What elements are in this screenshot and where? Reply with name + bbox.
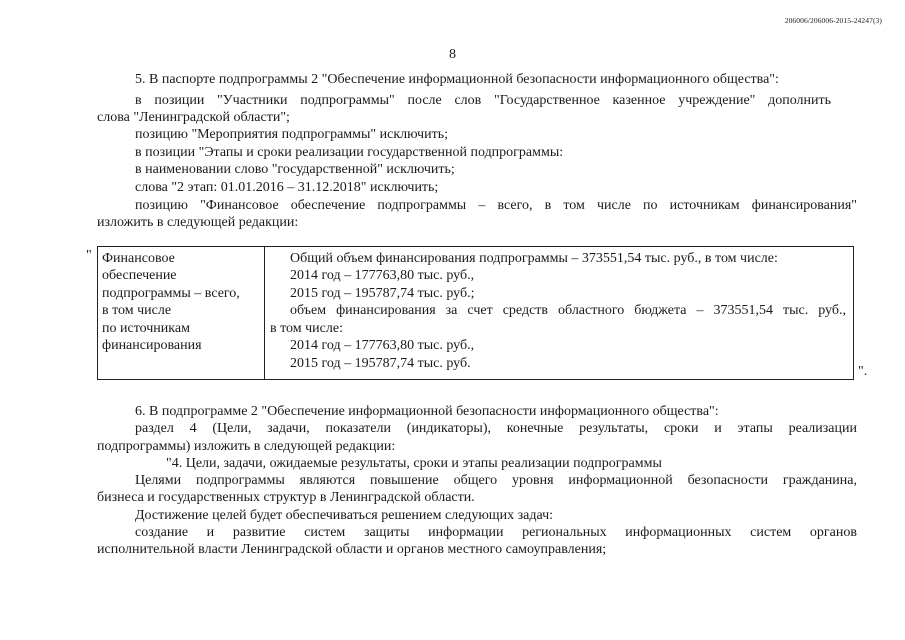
table-column-divider: [264, 247, 265, 379]
table-right-line-5: в том числе:: [270, 321, 343, 336]
document-id: 206006/206006-2015-24247(3): [784, 16, 882, 25]
section5-line-4: в позиции "Этапы и сроки реализации государственной подпрограммы:: [135, 145, 564, 160]
section6-line-2: подпрограммы) изложить в следующей редакции:: [97, 439, 396, 454]
table-left-line-6: финансирования: [102, 338, 202, 353]
table-left-line-1: Финансовое: [102, 251, 175, 266]
close-quote: ".: [858, 364, 868, 379]
table-right-line-6: 2014 год – 177763,80 тыс. руб.,: [290, 338, 475, 353]
financing-table: [97, 246, 854, 380]
section5-line-8: изложить в следующей редакции:: [97, 215, 299, 230]
section6-line-6: Достижение целей будет обеспечиваться решением следующих задач:: [135, 508, 554, 523]
section5-line-7: позицию "Финансовое обеспечение подпрограммы – всего, в том числе по источникам финансирования": [135, 198, 857, 213]
section5-heading: 5. В паспорте подпрограммы 2 "Обеспечение информационной безопасности информационного общества":: [135, 72, 779, 87]
table-right-line-4: объем финансирования за счет средств областного бюджета – 373551,54 тыс. руб.,: [290, 303, 846, 318]
section6-line-4: Целями подпрограммы являются повышение общего уровня информационной безопасности гражданина,: [135, 473, 857, 488]
table-right-line-1: Общий объем финансирования подпрограммы – 373551,54 тыс. руб., в том числе:: [290, 251, 778, 266]
table-right-line-3: 2015 год – 195787,74 тыс. руб.;: [290, 286, 475, 301]
table-left-line-3: подпрограммы – всего,: [102, 286, 240, 301]
section6-line-7: создание и развитие систем защиты информации региональных информационных систем органов: [135, 525, 857, 540]
table-left-line-2: обеспечение: [102, 268, 177, 283]
section5-line-2: слова "Ленинградской области";: [97, 110, 290, 125]
section6-line-8: исполнительной власти Ленинградской области и органов местного самоуправления;: [97, 542, 607, 557]
section6-line-5: бизнеса и государственных структур в Ленинградской области.: [97, 490, 475, 505]
section5-line-1: в позиции "Участники подпрограммы" после слов "Государственное казенное учреждение" дополнить: [135, 93, 831, 108]
section6-heading: 6. В подпрограмме 2 "Обеспечение информационной безопасности информационного общества":: [135, 404, 719, 419]
section5-line-6: слова "2 этап: 01.01.2016 – 31.12.2018" исключить;: [135, 180, 439, 195]
open-quote: ": [86, 248, 92, 263]
table-left-line-4: в том числе: [102, 303, 172, 318]
table-right-line-2: 2014 год – 177763,80 тыс. руб.,: [290, 268, 475, 283]
section5-line-3: позицию "Мероприятия подпрограммы" исключить;: [135, 127, 448, 142]
section6-line-1: раздел 4 (Цели, задачи, показатели (индикаторы), конечные результаты, сроки и этапы реализации: [135, 421, 857, 436]
page-number: 8: [449, 47, 456, 62]
table-right-line-7: 2015 год – 195787,74 тыс. руб.: [290, 356, 471, 371]
table-left-line-5: по источникам: [102, 321, 190, 336]
section6-line-3: "4. Цели, задачи, ожидаемые результаты, сроки и этапы реализации подпрограммы: [166, 456, 662, 471]
section5-line-5: в наименовании слово "государственной" исключить;: [135, 162, 455, 177]
